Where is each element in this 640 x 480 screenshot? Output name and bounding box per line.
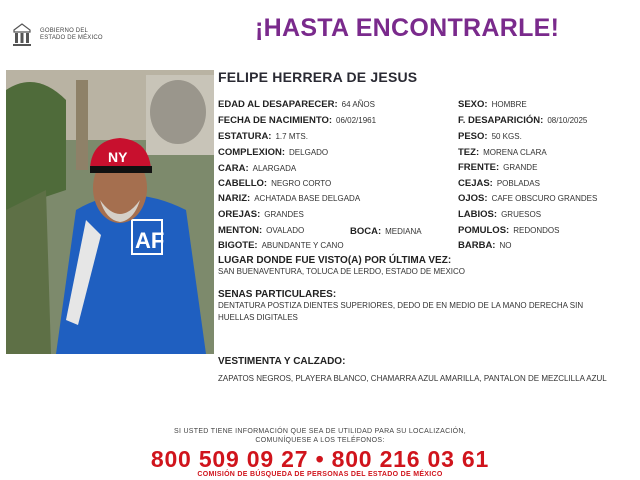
phone-number-2[interactable]: 800 216 03 61: [331, 446, 490, 472]
field-edad: [218, 97, 375, 111]
field-label: BARBA:: [458, 240, 496, 251]
field-value: CAFE OBSCURO GRANDES: [491, 194, 598, 203]
field-barba: [458, 238, 511, 252]
field-label: CABELLO:: [218, 178, 268, 189]
field-cara: [218, 161, 296, 175]
field-value: NO: [499, 241, 512, 250]
field-value: 50 KGS.: [491, 132, 522, 141]
field-value: 1.7 MTS.: [275, 132, 308, 141]
field-value: GRUESOS: [501, 210, 542, 219]
contact-note: [0, 427, 640, 445]
field-label: FECHA DE NACIMIENTO:: [218, 115, 332, 126]
field-value: ALARGADA: [252, 164, 297, 173]
contact-note-line-1: SI USTED TIENE INFORMACIÓN QUE SEA DE UTILIDAD PARA SU LOCALIZACIÓN,: [173, 428, 467, 435]
field-label: EDAD AL DESAPARECER:: [218, 99, 338, 110]
field-label: CARA:: [218, 163, 249, 174]
field-label: NARIZ:: [218, 193, 251, 204]
field-boca: [350, 224, 422, 238]
field-value: POBLADAS: [496, 179, 540, 188]
field-label: TEZ:: [458, 147, 480, 158]
phone-separator: •: [315, 446, 325, 472]
field-value: REDONDOS: [513, 226, 560, 235]
field-tez: [458, 145, 547, 159]
field-estatura: [218, 129, 308, 143]
field-nariz: [218, 191, 360, 205]
field-bigote: [218, 238, 344, 252]
field-value: OVALADO: [266, 226, 305, 235]
photo-illustration: [6, 70, 214, 354]
field-value: HOMBRE: [491, 100, 527, 109]
commission-name: COMISIÓN DE BÚSQUEDA DE PERSONAS DEL ESTADO DE MÉXICO: [197, 471, 443, 478]
field-labios: [458, 207, 541, 221]
field-value: ACHATADA BASE DELGADA: [254, 194, 361, 203]
marks-title: SENAS PARTICULARES:: [218, 289, 337, 300]
person-full-name: FELIPE HERRERA DE JESUS: [218, 69, 418, 85]
field-value: GRANDES: [264, 210, 304, 219]
cap-logo: NY: [108, 149, 128, 165]
field-orejas: [218, 207, 304, 221]
phone-numbers: [0, 446, 640, 473]
field-label: F. DESAPARICIÓN:: [458, 115, 544, 126]
field-value: ABUNDANTE Y CANO: [261, 241, 344, 250]
field-label: PESO:: [458, 131, 488, 142]
field-label: BIGOTE:: [218, 240, 258, 251]
government-logo: [10, 22, 103, 48]
field-label: SEXO:: [458, 99, 488, 110]
marks-text: DENTATURA POSTIZA DIENTES SUPERIORES, DEDO DE EN MEDIO DE LA MANO DERECHA SIN HUELLAS DIGITALES: [218, 301, 584, 322]
field-label: OJOS:: [458, 193, 488, 204]
field-label: CEJAS:: [458, 178, 493, 189]
field-frente: [458, 160, 537, 174]
field-value: MORENA CLARA: [483, 148, 547, 157]
field-peso: [458, 129, 522, 143]
gov-line-1: GOBIERNO DEL: [40, 28, 89, 34]
headline: ¡HASTA ENCONTRARLE!: [255, 14, 560, 42]
field-cabello: [218, 176, 331, 190]
clothing-text: ZAPATOS NEGROS, PLAYERA BLANCO, CHAMARRA AZUL AMARILLA, PANTALON DE MEZCLILLA AZUL: [218, 374, 607, 383]
field-cejas: [458, 176, 540, 190]
field-fecha-desaparicion: [458, 113, 587, 127]
field-ojos: [458, 191, 597, 205]
field-complexion: [218, 145, 328, 159]
government-name: [40, 28, 103, 42]
field-label: MENTON:: [218, 225, 263, 236]
field-pomulos: [458, 223, 559, 237]
field-value: NEGRO CORTO: [271, 179, 332, 188]
field-value: GRANDE: [503, 163, 538, 172]
phone-number-1[interactable]: 800 509 09 27: [150, 446, 309, 472]
field-menton: [218, 223, 304, 237]
field-fecha-nacimiento: [218, 113, 376, 127]
shirt-print: AF: [135, 228, 165, 253]
field-label: OREJAS:: [218, 209, 261, 220]
last-seen-title: LUGAR DONDE FUE VISTO(A) POR ÚLTIMA VEZ:: [218, 255, 452, 266]
field-label: FRENTE:: [458, 162, 500, 173]
state-emblem-icon: [10, 22, 34, 48]
field-value: 64 AÑOS: [341, 100, 375, 109]
field-label: ESTATURA:: [218, 131, 272, 142]
field-sexo: [458, 97, 527, 111]
field-label: COMPLEXION:: [218, 147, 286, 158]
field-value: MEDIANA: [385, 227, 422, 236]
field-value: DELGADO: [289, 148, 329, 157]
clothing-title: VESTIMENTA Y CALZADO:: [218, 356, 346, 367]
field-label: POMULOS:: [458, 225, 510, 236]
contact-note-line-2: COMUNÍQUESE A LOS TELÉFONOS:: [255, 437, 385, 444]
field-label: BOCA:: [350, 226, 382, 237]
missing-person-photo: [6, 70, 214, 354]
field-label: LABIOS:: [458, 209, 498, 220]
gov-line-2: ESTADO DE MÉXICO: [40, 35, 103, 41]
last-seen-text: SAN BUENAVENTURA, TOLUCA DE LERDO, ESTADO DE MEXICO: [218, 267, 466, 276]
field-value: 06/02/1961: [336, 116, 377, 125]
field-value: 08/10/2025: [547, 116, 588, 125]
